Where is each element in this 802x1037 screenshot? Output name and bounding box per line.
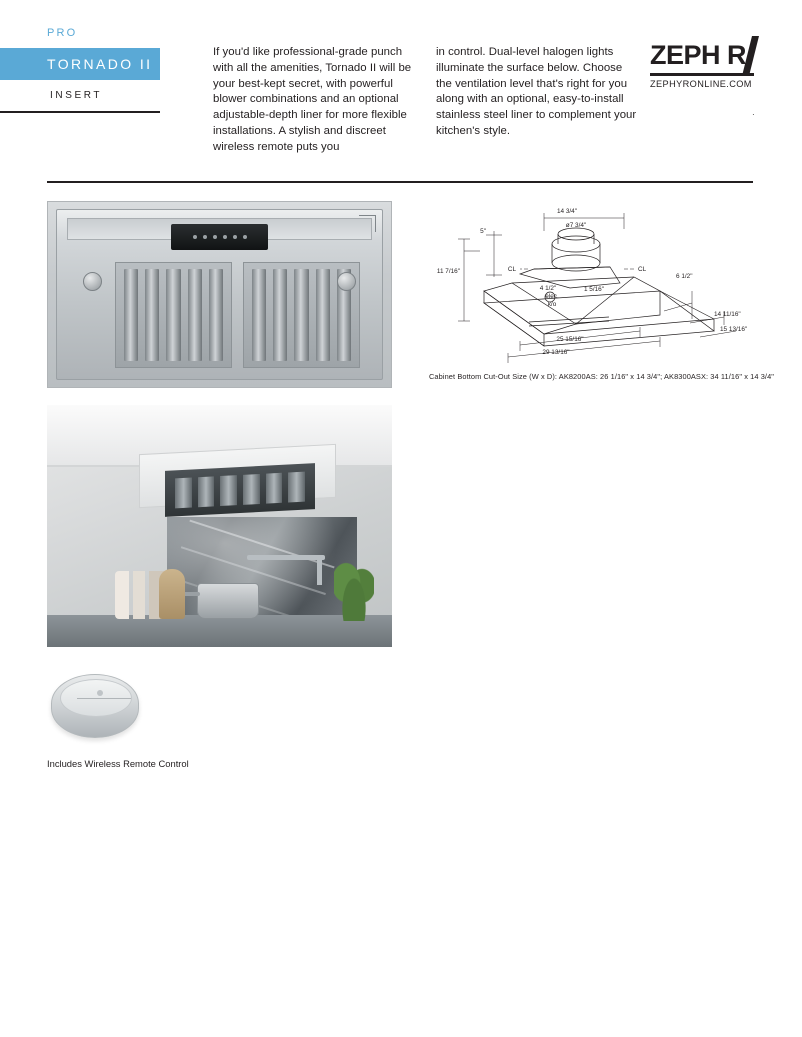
baffle-filter: [198, 476, 215, 507]
technical-drawing-caption: Cabinet Bottom Cut-Out Size (W x D): AK8200AS: 26 1/16" x 14 3/4"; AK8300ASX: 34 11/16" x 14 3/4": [429, 372, 775, 381]
dim-outer-width: 29 13/16": [542, 349, 570, 356]
category-label: INSERT: [50, 90, 103, 101]
dim-outer-depth: 15 13/16": [720, 326, 748, 333]
technical-drawing-svg: [424, 191, 772, 366]
brand-logo: [650, 38, 754, 89]
lifestyle-image: [47, 405, 392, 647]
baffle-filter: [175, 478, 192, 509]
dim-inner-depth: 14 11/16": [714, 311, 741, 318]
cooking-pot: [197, 583, 259, 619]
halogen-light-icon: [337, 272, 356, 291]
pro-label: PRO: [47, 27, 78, 39]
baffle-filter: [145, 269, 159, 361]
centerline-left-label: CL: [507, 266, 516, 273]
remote-seam: [77, 698, 131, 699]
baffle-filter: [266, 473, 283, 504]
control-button-icon: [193, 235, 197, 239]
remote-body: [51, 674, 139, 738]
baffle-filter: [273, 269, 287, 361]
baffle-filter: [294, 269, 308, 361]
installed-hood-insert: [165, 463, 315, 517]
dim-inner-width: 25 15/16": [556, 336, 584, 343]
hood-body: [56, 209, 383, 380]
logo-underline: [650, 73, 754, 76]
page-title: TORNADO II: [47, 56, 153, 72]
corner-mark: ·: [752, 110, 755, 119]
baffle-filter: [243, 474, 260, 505]
baffle-filter: [166, 269, 180, 361]
body-copy-column-1: If you'd like professional-grade punch with all the amenities, Tornado II will be your best-kept secret, with powerful blower combinations and an optional adjustable-depth liner for more flexible installations. A stylish and discreet wireless remote puts you: [213, 46, 412, 153]
remote-face: [60, 679, 132, 717]
brand-website: ZEPHYRONLINE.COM: [650, 79, 752, 89]
label-knockout: k/o: [547, 301, 557, 308]
baffle-filter: [124, 269, 138, 361]
plant: [334, 557, 374, 621]
label-elec: elec.: [545, 293, 559, 300]
control-button-icon: [233, 235, 237, 239]
control-button-icon: [213, 235, 217, 239]
title-divider: [0, 111, 160, 113]
remote-button-icon: [97, 690, 103, 696]
dim-body-height: 11 7/16": [436, 268, 460, 275]
zephyr-wordmark: [650, 38, 754, 72]
control-button-icon: [203, 235, 207, 239]
baffle-filter: [188, 269, 202, 361]
remote-caption: Includes Wireless Remote Control: [47, 758, 189, 769]
body-copy-column-2: in control. Dual-level halogen lights illuminate the surface below. Choose the ventilation level that's right for you along with an optional, easy-to-install stainless steel liner to complement your kitchen's style.: [436, 46, 637, 137]
dim-right-depth: 6 1/2": [676, 273, 693, 280]
centerline-right-label: CL: [638, 266, 647, 273]
baffle-filter: [288, 472, 305, 503]
halogen-light-icon: [83, 272, 102, 291]
pot-filler-faucet: [247, 555, 325, 560]
baffle-filter: [316, 269, 330, 361]
dim-duct-height: 5": [480, 228, 486, 235]
baffle-filter: [220, 475, 237, 506]
section-divider: [47, 181, 753, 183]
dim-top-width: 14 3/4": [556, 208, 578, 215]
zephyr-wordmark-text: ZEPH R: [650, 40, 747, 70]
dim-elec-offset: 4 1/2": [539, 285, 557, 292]
baffle-filter: [252, 269, 266, 361]
product-title-bar: [0, 48, 160, 80]
dim-flange-depth: 1 5/16": [583, 286, 605, 293]
dim-duct-dia: ø7 3/4": [565, 222, 587, 229]
technical-dimension-drawing: [424, 191, 772, 366]
baffle-filter: [209, 269, 223, 361]
control-button-icon: [223, 235, 227, 239]
product-hero-image: [47, 201, 392, 388]
cutting-board: [159, 569, 185, 619]
control-button-icon: [243, 235, 247, 239]
hood-control-panel: [171, 224, 269, 250]
baffle-filter-group-left: [115, 262, 232, 368]
hood-corner-detail: [359, 215, 376, 232]
remote-control-image: [47, 668, 141, 750]
